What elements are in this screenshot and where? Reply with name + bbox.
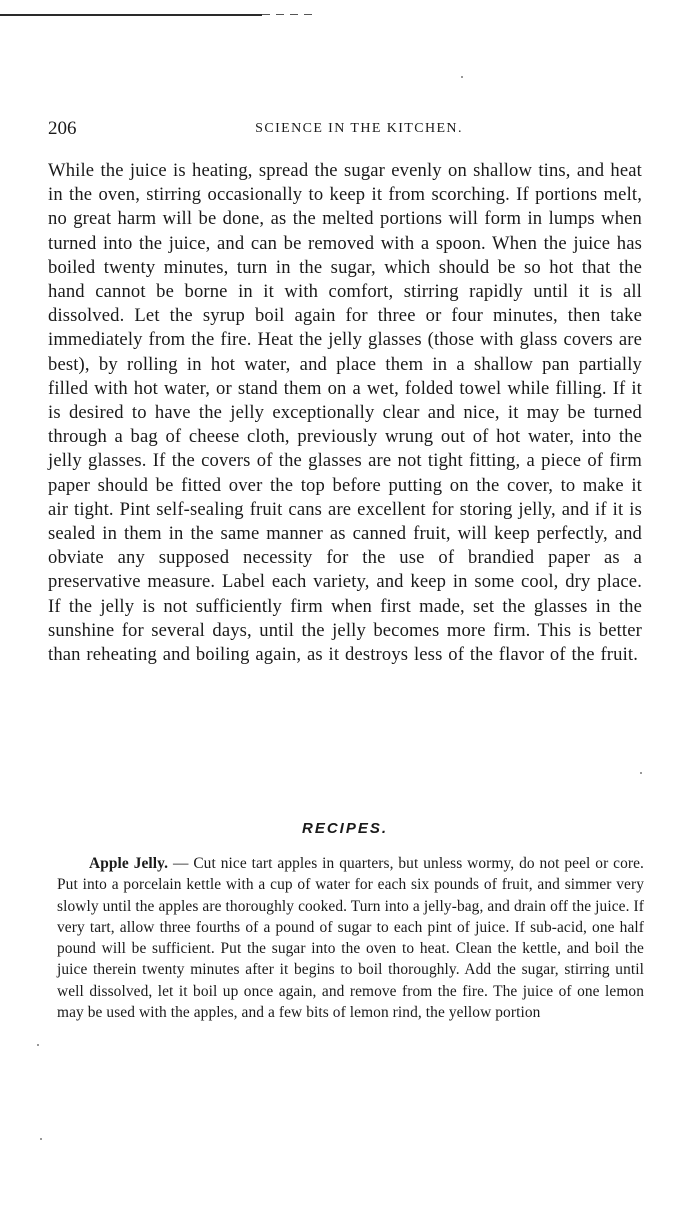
print-speck [640,772,642,774]
print-speck [461,76,463,78]
top-rule-tail [262,14,318,15]
page-number: 206 [48,118,77,139]
page-header [48,118,642,142]
recipe-dash: — [168,855,194,872]
recipe-name: Apple Jelly. [89,855,169,872]
print-speck [40,1138,42,1140]
section-title: RECIPES. [301,820,389,837]
running-title: SCIENCE IN THE KITCHEN. [255,121,463,136]
recipe-paragraph [57,853,644,1023]
recipe-text: Cut nice tart apples in quarters, but unless wormy, do not peel or core. Put into a porcelain kettle with a cup of water for each six pounds of fruit, and simmer very slowly until the apples are thoroughly cooked. Turn into a jelly-bag, and drain off the juice. If very tart, allow three fourths of a pound of sugar to each pint of juice. If sub-acid, one half pound will be sufficient. Put the sugar into the oven to heat. Clean the kettle, and boil the juice therein twenty minutes after it begins to boil thoroughly. Add the sugar, stirring until well dissolved, let it boil up once again, and remove from the fire. The juice of one lemon may be used with the apples, and a few bits of lemon rind, the yellow portion [57,855,644,1022]
body-paragraph: While the juice is heating, spread the sugar evenly on shallow tins, and heat in the oven, stirring occasionally to keep it from scorching. If portions melt, no great harm will be done, as the melted portions will form in lumps when turned into the juice, and can be removed with a spoon. When the juice has boiled twenty minutes, turn in the sugar, which should be so hot that the hand cannot be borne in it with comfort, stirring rapidly until it is all dissolved. Let the syrup boil again for three or four minutes, then take immediately from the fire. Heat the jelly glasses (those with glass covers are best), by rolling in hot water, and place them in a shallow pan partially filled with hot water, or stand them on a wet, folded towel while filling. If it is desired to have the jelly exceptionally clear and nice, it may be turned through a bag of cheese cloth, previously wrung out of hot water, into the jelly glasses. If the covers of the glasses are not tight fitting, a piece of firm paper should be fitted over the top before putting on the cover, to make it air tight. Pint self-sealing fruit cans are excellent for storing jelly, and if it is sealed in them in the same manner as canned fruit, will keep perfectly, and obviate any supposed necessity for the use of brandied paper as a preservative measure. Label each variety, and keep in some cool, dry place. If the jelly is not sufficiently firm when first made, set the glasses in the sunshine for several days, until the jelly becomes more firm. This is better than reheating and boiling again, as it destroys less of the flavor of the fruit. [48,160,642,666]
top-rule [0,14,262,16]
print-speck [37,1044,39,1046]
